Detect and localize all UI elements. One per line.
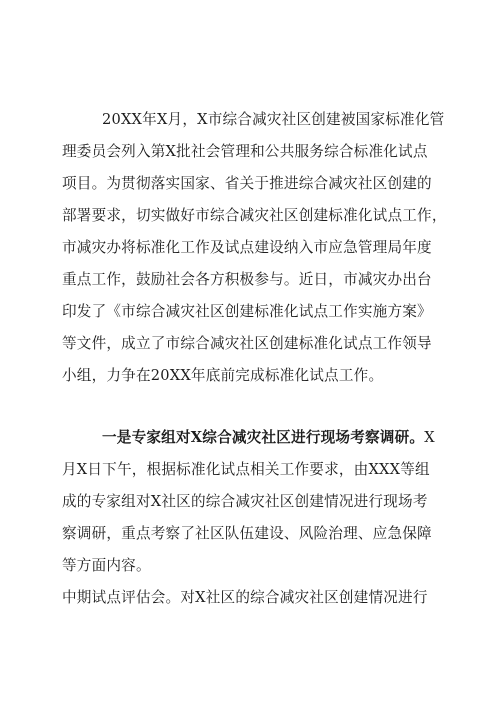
paragraph-2-line-5: 等方面内容。: [62, 557, 151, 574]
paragraph-3-line-1: 中期试点评估会。对X社区的综合减灾社区创建情况进行: [62, 589, 428, 606]
paragraph-2-line-1-rest: X: [424, 429, 435, 446]
paragraph-1-line-6: 重点工作，鼓励社会各方积极参与。近日，市减灾办出台: [62, 271, 432, 288]
paragraph-2-heading: 一是专家组对X综合减灾社区进行现场考察调研。: [102, 429, 425, 446]
paragraph-1-line-9: 小组，力争在20XX年底前完成标准化试点工作。: [62, 367, 384, 384]
paragraph-2-line-4: 察调研，重点考察了社区队伍建设、风险治理、应急保障: [62, 525, 432, 542]
paragraph-2-line-1: [102, 428, 452, 448]
paragraph-2-line-2: 月X日下午，根据标准化试点相关工作要求，由XXX等组: [62, 461, 430, 478]
paragraph-1-line-8: 等文件，成立了市综合减灾社区创建标准化试点工作领导: [62, 335, 432, 352]
paragraph-1-line-5: 市减灾办将标准化工作及试点建设纳入市应急管理局年度: [62, 239, 432, 256]
paragraph-1-line-7: 印发了《市综合减灾社区创建标准化试点工作实施方案》: [62, 303, 432, 320]
paragraph-1-line-1: 20XX年X月，X市综合减灾社区创建被国家标准化管: [102, 111, 445, 128]
paragraph-1-line-3: 项目。为贯彻落实国家、省关于推进综合减灾社区创建的: [62, 175, 432, 192]
paragraph-2-line-3: 成的专家组对X社区的综合减灾社区创建情况进行现场考: [62, 493, 428, 510]
paragraph-1-line-2: 理委员会列入第X批社会管理和公共服务综合标准化试点: [62, 143, 428, 160]
paragraph-1-line-4: 部署要求，切实做好市综合减灾社区创建标准化试点工作，: [62, 207, 447, 224]
